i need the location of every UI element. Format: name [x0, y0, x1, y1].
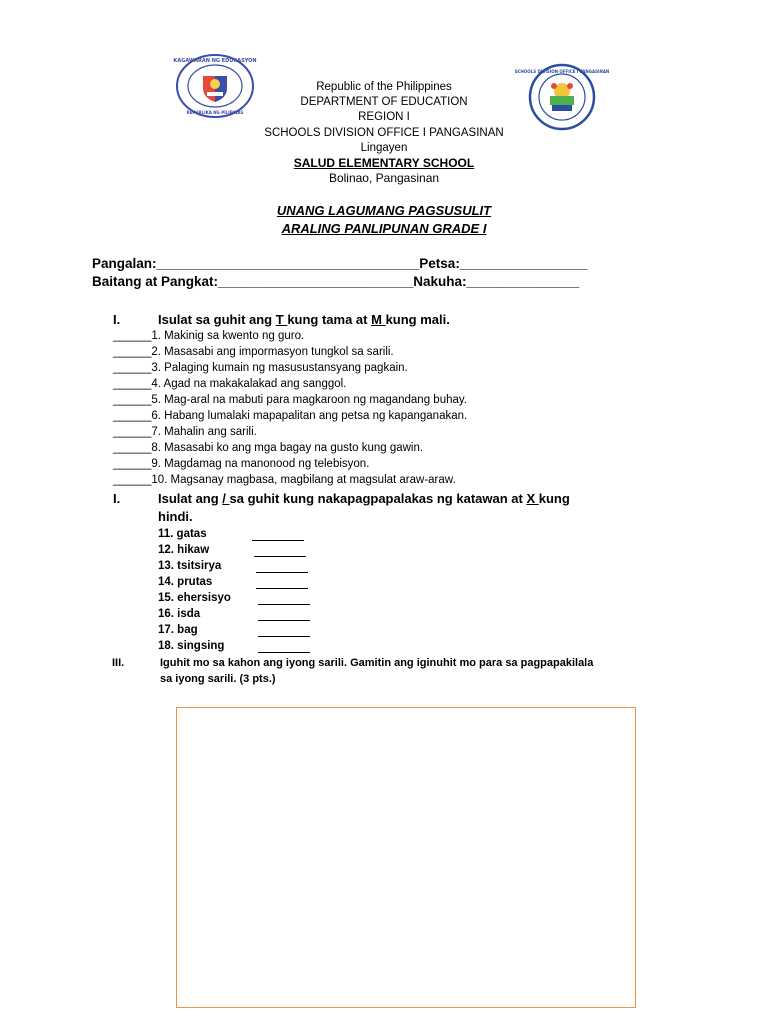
section1-inst-c: kung mali.	[385, 312, 450, 327]
answer-blank-14[interactable]	[256, 588, 308, 589]
tf-item-7[interactable]: ______7. Mahalin ang sarili.	[113, 426, 257, 438]
section2-mark-x: X	[526, 491, 539, 506]
header-city: Lingayen	[360, 141, 408, 154]
tf-item-9[interactable]: ______9. Magdamag na manonood ng telebisyon.	[113, 458, 370, 470]
section3-instruction-line1: Iguhit mo sa kahon ang iyong sarili. Gamitin ang iginuhit mo para sa pagpapakilala	[160, 657, 594, 669]
section2-inst-a: Isulat ang	[158, 491, 223, 506]
section1-instruction	[158, 312, 450, 327]
header-division: SCHOOLS DIVISION OFFICE I PANGASINAN	[264, 126, 504, 139]
answer-blank-17[interactable]	[258, 636, 310, 637]
exam-title-line2: ARALING PANLIPUNAN GRADE I	[281, 221, 487, 236]
tf-item-10[interactable]: ______10. Magsanay magbasa, magbilang at magsulat araw-araw.	[113, 474, 456, 486]
checklist-item-18: 18. singsing	[158, 640, 225, 652]
section2-number: I.	[113, 491, 121, 506]
section1-mark-t: T	[275, 312, 288, 327]
answer-blank-15[interactable]	[258, 604, 310, 605]
answer-blank-13[interactable]	[256, 572, 308, 573]
exam-title	[0, 202, 768, 238]
tf-item-2[interactable]: ______2. Masasabi ang impormasyon tungkol sa sarili.	[113, 346, 394, 358]
exam-title-line1: UNANG LAGUMANG PAGSUSULIT	[276, 203, 492, 218]
section1-inst-a: Isulat sa guhit ang	[158, 312, 276, 327]
checklist-item-11: 11. gatas	[158, 528, 207, 540]
answer-blank-16[interactable]	[258, 620, 310, 621]
section3-number: III.	[112, 657, 125, 669]
letterhead	[0, 80, 768, 186]
checklist-item-12: 12. hikaw	[158, 544, 210, 556]
svg-text:SCHOOLS DIVISION OFFICE I PANG: SCHOOLS DIVISION OFFICE I PANGASINAN	[514, 69, 610, 74]
section2-instruction-line2: hindi.	[158, 509, 193, 524]
section2-instruction	[158, 491, 570, 506]
checklist-item-14: 14. prutas	[158, 576, 213, 588]
school-town: Bolinao, Pangasinan	[328, 171, 440, 186]
section2-mark-check: /	[222, 491, 230, 506]
svg-text:KAGAWARAN NG EDUKASYON: KAGAWARAN NG EDUKASYON	[173, 58, 257, 64]
header-region: REGION I	[358, 111, 410, 124]
checklist-item-17: 17. bag	[158, 624, 198, 636]
section3-instruction-line2: sa iyong sarili. (3 pts.)	[160, 673, 276, 685]
tf-item-1[interactable]: ______1. Makinig sa kwento ng guro.	[113, 330, 305, 342]
tf-item-6[interactable]: ______6. Habang lumalaki mapapalitan ang petsa ng kapanganakan.	[113, 410, 468, 422]
svg-text:REPUBLIKA NG PILIPINAS: REPUBLIKA NG PILIPINAS	[186, 110, 244, 115]
checklist-item-15: 15. ehersisyo	[158, 592, 231, 604]
answer-blank-12[interactable]	[254, 556, 306, 557]
checklist-item-16: 16. isda	[158, 608, 201, 620]
answer-blank-18[interactable]	[258, 652, 310, 653]
section2-inst-b: sa guhit kung nakapagpapalakas ng katawan at	[229, 491, 527, 506]
section1-number: I.	[113, 312, 121, 327]
answer-blank-11[interactable]	[252, 540, 304, 541]
drawing-box[interactable]	[176, 707, 636, 1008]
section1-mark-m: M	[371, 312, 386, 327]
tf-item-3[interactable]: ______3. Palaging kumain ng masusustansyang pagkain.	[113, 362, 408, 374]
section2-inst-c: kung	[538, 491, 570, 506]
header-department: DEPARTMENT OF EDUCATION	[300, 96, 468, 109]
header-republic: Republic of the Philippines	[316, 81, 452, 93]
tf-item-8[interactable]: ______8. Masasabi ko ang mga bagay na gusto kung gawin.	[113, 442, 424, 454]
name-date-field[interactable]: Pangalan:___________________________________Petsa:_________________	[92, 256, 588, 271]
grade-score-field[interactable]: Baitang at Pangkat:__________________________Nakuha:_______________	[92, 274, 580, 289]
tf-item-4[interactable]: ______4. Agad na makakalakad ang sanggol.	[113, 378, 347, 390]
tf-item-5[interactable]: ______5. Mag-aral na mabuti para magkaroon ng magandang buhay.	[113, 394, 467, 406]
checklist-item-13: 13. tsitsirya	[158, 560, 222, 572]
section1-inst-b: kung tama at	[287, 312, 372, 327]
school-name: SALUD ELEMENTARY SCHOOL	[293, 156, 475, 171]
